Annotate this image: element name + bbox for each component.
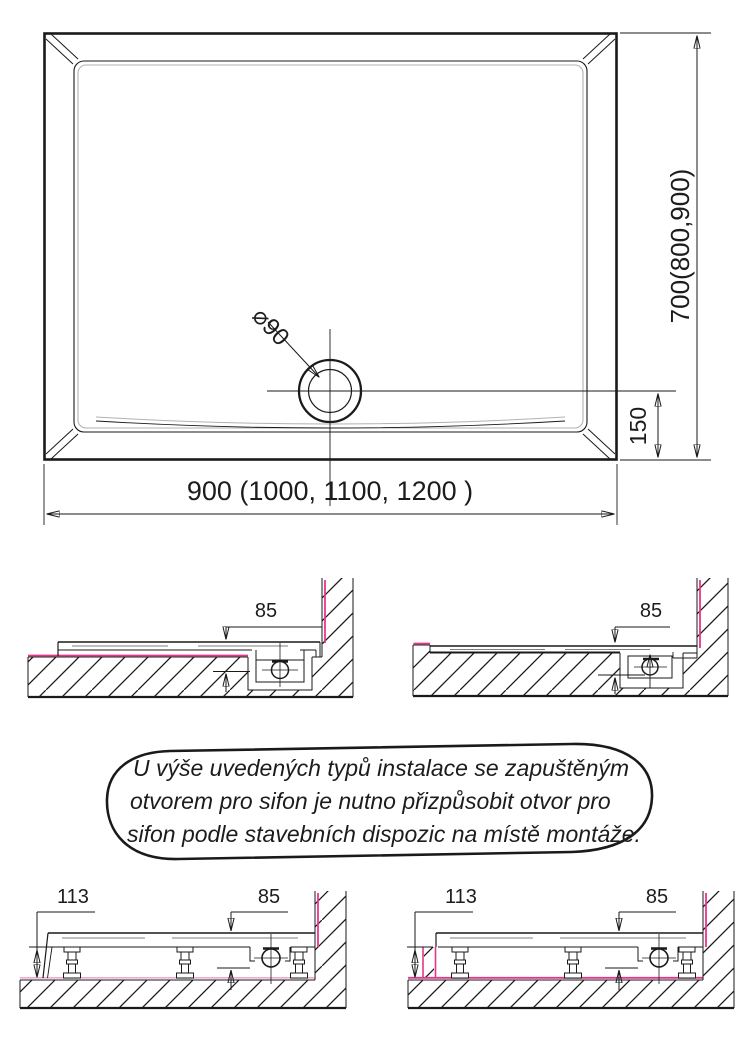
note-line-2: otvorem pro sifon je nutno přizpůsobit otvor pro [130,788,611,814]
tray-profile [436,933,703,947]
recess-depth-label: 85 [639,600,663,622]
recess-depth-label: 85 [257,886,281,908]
recess-depth-label: 85 [254,600,278,622]
tray-inner-rim [74,61,587,432]
drain-offset-label: 150 [625,406,651,446]
feet-height-label: 113 [445,886,477,908]
front-apron [43,933,48,978]
siphon [256,643,304,687]
dim-height [620,33,711,460]
drain-diameter-label: ⌀90 [246,302,295,352]
siphon [250,934,290,984]
note-line-1: U výše uvedených typů instalace se zapuštěným [133,755,630,781]
note-line-3: sifon podle stavebních dispozic na místě montáže. [127,821,641,847]
feet-height-label: 113 [57,886,89,908]
plan-view [44,33,711,525]
section-feet-plinth [407,886,734,1008]
siphon [638,934,678,984]
section-flush-mount [413,578,728,696]
dim-feet-height [29,886,95,977]
tray-inner-rim-secondary [78,65,583,428]
tray-outer-edge [45,34,617,460]
dim-feet-height [407,886,477,977]
section-surface-mount [28,578,353,697]
width-label: 900 (1000, 1100, 1200 ) [186,476,474,506]
siphon [628,655,672,688]
dim-width [44,464,617,525]
corner-chamfers [46,34,615,459]
height-label: 700(800,900) [665,168,695,324]
dim-drain-offset [625,394,658,457]
recess-depth-label: 85 [645,886,669,908]
plinth [424,947,434,978]
note-bubble [107,744,652,859]
section-feet-open-front [20,886,346,1008]
